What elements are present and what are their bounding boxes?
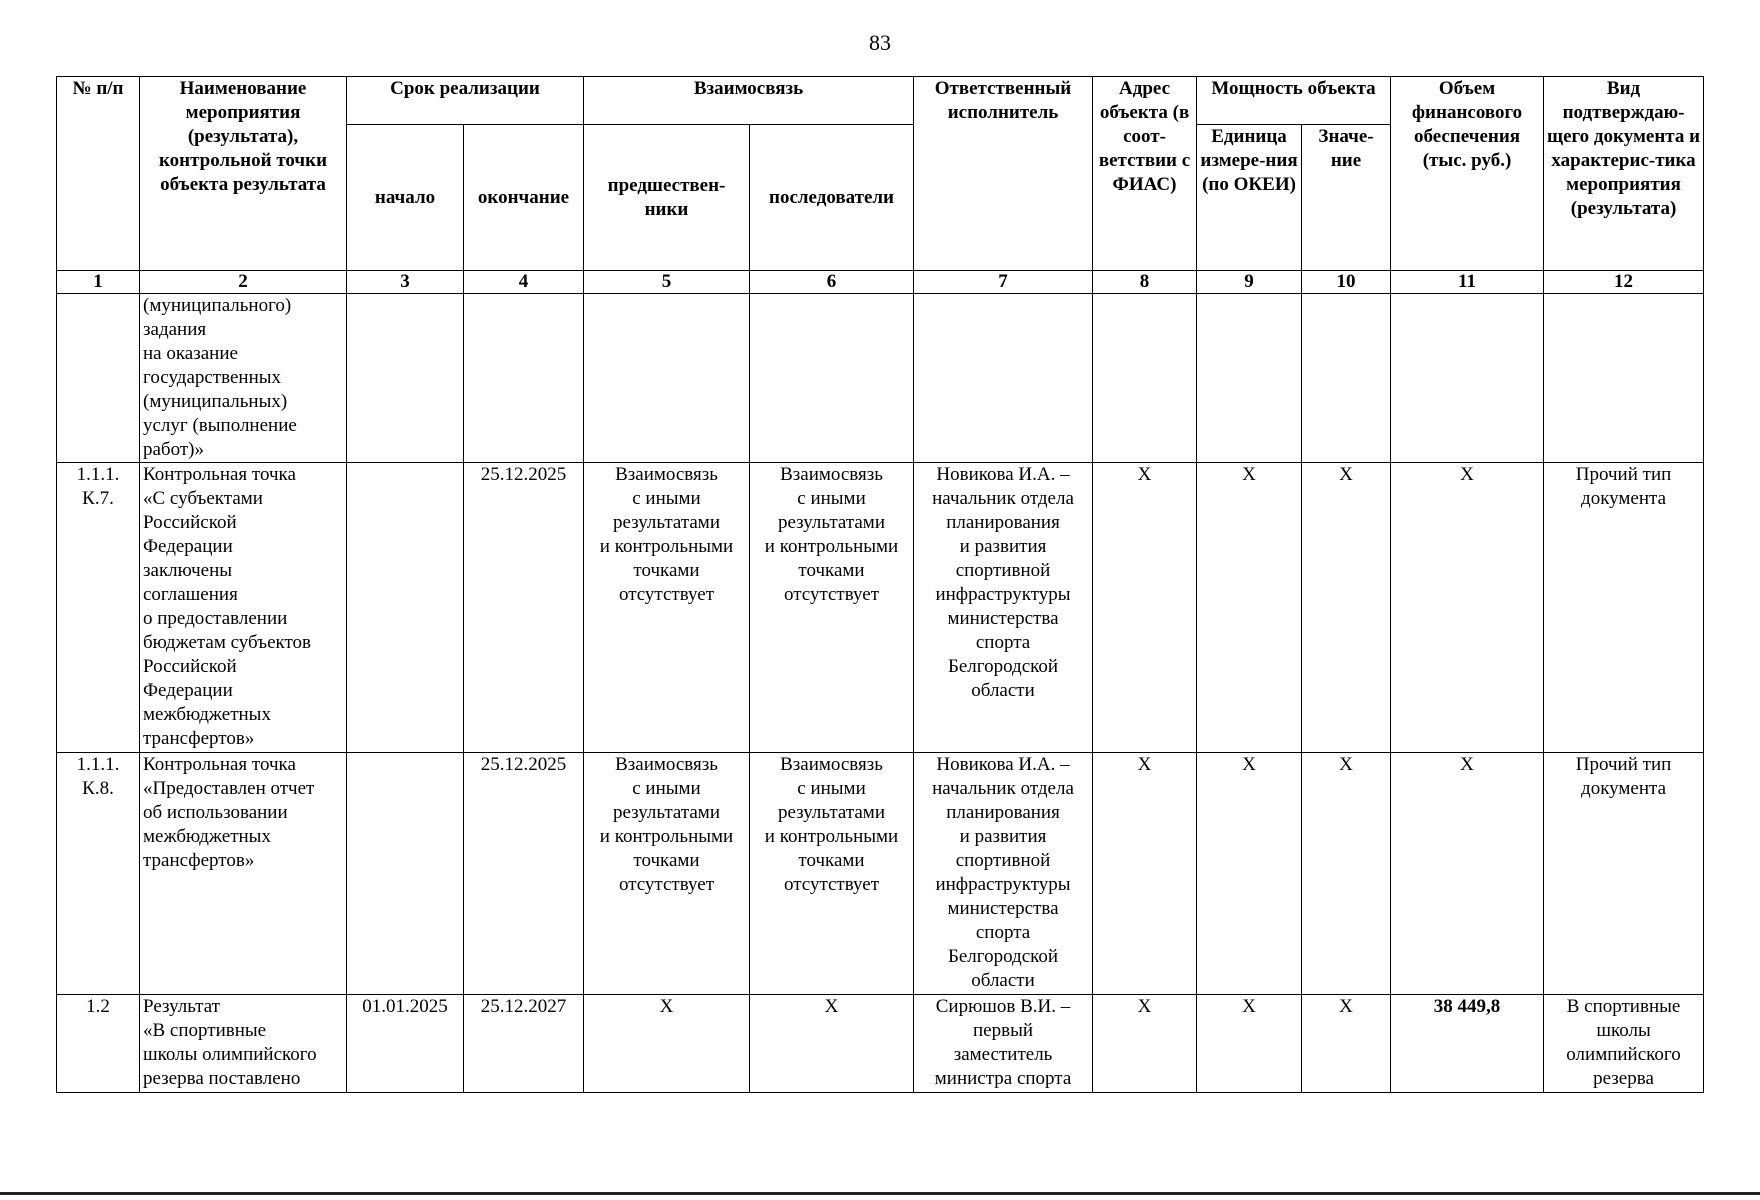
row-value [1302,294,1391,463]
header-end: окончание [464,125,584,271]
row-finance: X [1391,753,1544,995]
row-num [57,294,140,463]
row-address [1093,294,1197,463]
row-end: 25.12.2025 [464,753,584,995]
scan-edge-line [0,1192,1760,1195]
header-finance: Объем финансового обеспечения (тыс. руб.) [1391,77,1544,271]
header-capacity: Мощность объекта [1197,77,1391,125]
column-number: 8 [1093,271,1197,294]
row-value: X [1302,463,1391,753]
header-link: Взаимосвязь [584,77,914,125]
row-predecessors: Взаимосвязь с иными результатами и контрольными точками отсутствует [584,753,750,995]
row-unit: X [1197,463,1302,753]
row-predecessors: X [584,995,750,1093]
row-num: 1.1.1. К.8. [57,753,140,995]
row-num: 1.2 [57,995,140,1093]
implementation-plan-table [56,76,1704,1093]
row-address: X [1093,463,1197,753]
row-num: 1.1.1. К.7. [57,463,140,753]
column-numbers-row [57,271,1704,294]
row-value: X [1302,753,1391,995]
column-number: 2 [140,271,347,294]
row-doc [1544,294,1704,463]
row-name: Контрольная точка «С субъектами Российской Федерации заключены соглашения о предоставлении бюджетам субъектов Российской Федерации межбюджетных трансфертов» [140,463,347,753]
row-address: X [1093,995,1197,1093]
table-row [57,995,1704,1093]
row-start [347,753,464,995]
row-finance: X [1391,463,1544,753]
row-responsible: Новикова И.А. – начальник отдела планирования и развития спортивной инфраструктуры министерства спорта Белгородской области [914,463,1093,753]
column-number: 6 [750,271,914,294]
header-successors: последователи [750,125,914,271]
table-row [57,753,1704,995]
row-unit: X [1197,753,1302,995]
row-successors: X [750,995,914,1093]
row-predecessors: Взаимосвязь с иными результатами и контрольными точками отсутствует [584,463,750,753]
row-doc: Прочий тип документа [1544,753,1704,995]
row-finance: 38 449,8 [1391,995,1544,1093]
row-name: Контрольная точка «Предоставлен отчет об использовании межбюджетных трансфертов» [140,753,347,995]
column-number: 4 [464,271,584,294]
header-responsible: Ответственный исполнитель [914,77,1093,271]
row-responsible: Новикова И.А. – начальник отдела планирования и развития спортивной инфраструктуры министерства спорта Белгородской области [914,753,1093,995]
column-number: 10 [1302,271,1391,294]
column-number: 9 [1197,271,1302,294]
row-successors: Взаимосвязь с иными результатами и контрольными точками отсутствует [750,463,914,753]
header-num: № п/п [57,77,140,271]
row-start [347,463,464,753]
row-successors: Взаимосвязь с иными результатами и контрольными точками отсутствует [750,753,914,995]
row-name: Результат «В спортивные школы олимпийского резерва поставлено [140,995,347,1093]
row-responsible: Сирюшов В.И. – первый заместитель министра спорта [914,995,1093,1093]
row-start [347,294,464,463]
row-doc: В спортивные школы олимпийского резерва [1544,995,1704,1093]
column-number: 3 [347,271,464,294]
row-predecessors [584,294,750,463]
column-number: 11 [1391,271,1544,294]
column-number: 1 [57,271,140,294]
table-row [57,463,1704,753]
header-value: Значе-ние [1302,125,1391,271]
row-responsible [914,294,1093,463]
row-unit: X [1197,995,1302,1093]
row-doc: Прочий тип документа [1544,463,1704,753]
column-number: 5 [584,271,750,294]
row-end: 25.12.2027 [464,995,584,1093]
header-address: Адрес объекта (в соот-ветствии с ФИАС) [1093,77,1197,271]
header-start: начало [347,125,464,271]
column-number: 7 [914,271,1093,294]
row-name: (муниципального) задания на оказание государственных (муниципальных) услуг (выполнение работ)» [140,294,347,463]
column-number: 12 [1544,271,1704,294]
row-end: 25.12.2025 [464,463,584,753]
table-row [57,294,1704,463]
row-value: X [1302,995,1391,1093]
header-period: Срок реализации [347,77,584,125]
row-start: 01.01.2025 [347,995,464,1093]
row-end [464,294,584,463]
header-doc: Вид подтверждаю-щего документа и характерис-тика мероприятия (результата) [1544,77,1704,271]
row-address: X [1093,753,1197,995]
header-name: Наименование мероприятия (результата), контрольной точки объекта результата [140,77,347,271]
header-predecessors: предшествен- ники [584,125,750,271]
row-finance [1391,294,1544,463]
page-number: 83 [869,30,891,55]
row-successors [750,294,914,463]
header-unit: Единица измере-ния (по ОКЕИ) [1197,125,1302,271]
row-unit [1197,294,1302,463]
